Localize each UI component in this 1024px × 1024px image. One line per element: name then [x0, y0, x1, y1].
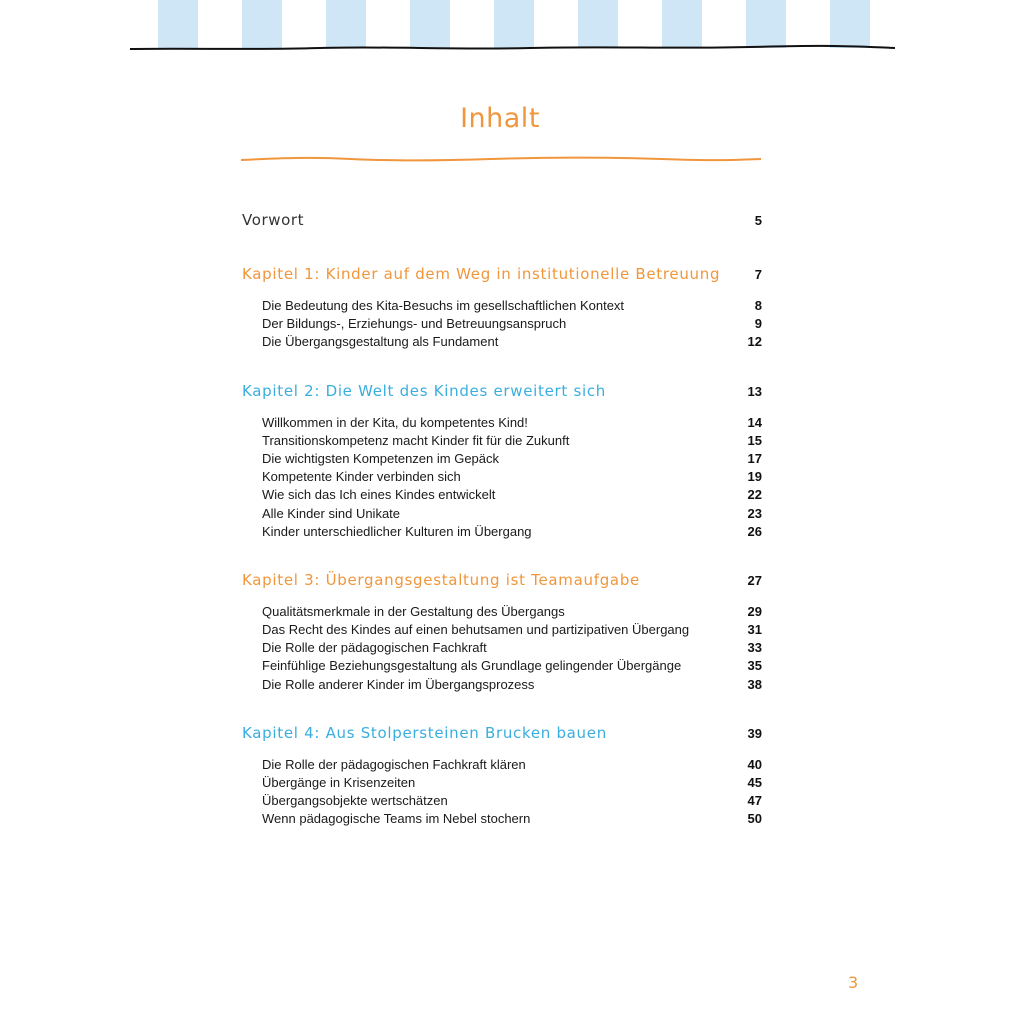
page-title: Inhalt	[460, 103, 540, 134]
toc-item-page: 23	[747, 505, 762, 521]
toc-item-label: Transitionskompetenz macht Kinder fit für die Zukunft	[262, 432, 570, 448]
toc-item-label: Die Übergangsgestaltung als Fundament	[262, 334, 499, 350]
toc-item-label: Wie sich das Ich eines Kindes entwickelt	[262, 487, 496, 503]
chapter-page: 27	[747, 572, 762, 588]
toc-item-page: 8	[754, 298, 762, 313]
toc-item-label: Das Recht des Kindes auf einen behutsamen und partizipativen Übergang	[262, 622, 690, 638]
toc-item[interactable]	[262, 792, 762, 810]
toc-item[interactable]	[262, 639, 762, 657]
toc-chapter-heading[interactable]	[242, 259, 762, 289]
chapter-page: 13	[747, 383, 762, 399]
toc-item-label: Kinder unterschiedlicher Kulturen im Übergang	[262, 523, 532, 539]
toc-item-page: 9	[754, 316, 762, 332]
toc-item-page: 22	[747, 487, 762, 503]
chapter-page: 7	[754, 267, 762, 282]
toc-item-page: 29	[747, 603, 762, 619]
toc-item-page: 14	[747, 414, 762, 430]
toc-item[interactable]	[262, 810, 762, 828]
table-of-contents	[242, 205, 762, 829]
toc-item-page: 47	[747, 793, 762, 809]
title-underline	[241, 152, 761, 166]
toc-chapter-1	[242, 259, 762, 352]
toc-item-page: 17	[747, 450, 762, 466]
toc-item[interactable]	[262, 657, 762, 675]
toc-item-page: 40	[747, 756, 762, 772]
chapter-label: Kapitel 1: Kinder auf dem Weg in institutionelle Betreuung	[242, 265, 721, 283]
toc-item-page: 35	[747, 658, 762, 674]
toc-entry-page: 5	[754, 213, 762, 228]
toc-item-page: 19	[747, 469, 762, 485]
toc-entry-label: Vorwort	[242, 211, 305, 229]
toc-item[interactable]	[262, 297, 762, 315]
toc-chapter-heading[interactable]	[242, 718, 762, 748]
toc-item-label: Willkommen in der Kita, du kompetentes Kind!	[262, 414, 528, 430]
toc-chapter-4	[242, 718, 762, 829]
toc-item-label: Die Rolle anderer Kinder im Übergangsprozess	[262, 676, 535, 692]
toc-item[interactable]	[262, 333, 762, 351]
toc-item-label: Übergänge in Krisenzeiten	[262, 775, 416, 790]
toc-item-label: Die wichtigsten Kompetenzen im Gepäck	[262, 450, 500, 466]
toc-item-label: Die Bedeutung des Kita-Besuchs im gesellschaftlichen Kontext	[262, 298, 625, 313]
toc-chapter-heading[interactable]	[242, 376, 762, 406]
toc-item[interactable]	[262, 774, 762, 792]
toc-item[interactable]	[262, 505, 762, 523]
toc-item-label: Alle Kinder sind Unikate	[262, 505, 401, 521]
toc-chapter-heading[interactable]	[242, 565, 762, 595]
toc-item[interactable]	[262, 756, 762, 774]
toc-item[interactable]	[262, 603, 762, 621]
toc-item-page: 38	[747, 676, 762, 692]
toc-item-page: 31	[747, 622, 762, 638]
toc-item-label: Kompetente Kinder verbinden sich	[262, 469, 461, 485]
toc-item-label: Feinfühlige Beziehungsgestaltung als Grundlage gelingender Übergänge	[262, 658, 682, 674]
toc-item-page: 15	[747, 432, 762, 448]
toc-item-page: 45	[747, 775, 762, 790]
toc-item[interactable]	[262, 414, 762, 432]
toc-item[interactable]	[262, 315, 762, 333]
toc-item-page: 33	[747, 640, 762, 656]
toc-item[interactable]	[262, 676, 762, 694]
toc-item-page: 50	[747, 811, 762, 827]
chapter-label: Kapitel 2: Die Welt des Kindes erweitert sich	[242, 381, 606, 400]
toc-item-page: 26	[747, 523, 762, 539]
toc-item[interactable]	[262, 432, 762, 450]
toc-item-label: Übergangsobjekte wertschätzen	[262, 793, 448, 809]
toc-item[interactable]	[262, 468, 762, 486]
chapter-label: Kapitel 4: Aus Stolpersteinen Brucken bauen	[242, 723, 607, 742]
toc-chapter-2	[242, 376, 762, 541]
toc-item[interactable]	[262, 523, 762, 541]
toc-item-page: 12	[747, 334, 762, 350]
toc-item-label: Qualitätsmerkmale in der Gestaltung des Übergangs	[262, 603, 565, 619]
chapter-page: 39	[747, 725, 762, 741]
toc-item[interactable]	[262, 621, 762, 639]
header-rule	[130, 40, 895, 54]
chapter-label: Kapitel 3: Übergangsgestaltung ist Teamaufgabe	[242, 570, 640, 589]
toc-item-label: Die Rolle der pädagogischen Fachkraft	[262, 640, 487, 656]
toc-chapter-3	[242, 565, 762, 694]
toc-item[interactable]	[262, 486, 762, 504]
toc-item-label: Wenn pädagogische Teams im Nebel stochern	[262, 811, 531, 827]
page-number: 3	[848, 973, 859, 992]
toc-item[interactable]	[262, 450, 762, 468]
toc-item-label: Die Rolle der pädagogischen Fachkraft klären	[262, 756, 526, 772]
toc-entry-vorwort[interactable]	[242, 205, 762, 235]
toc-item-label: Der Bildungs-, Erziehungs- und Betreuungsanspruch	[262, 316, 567, 332]
